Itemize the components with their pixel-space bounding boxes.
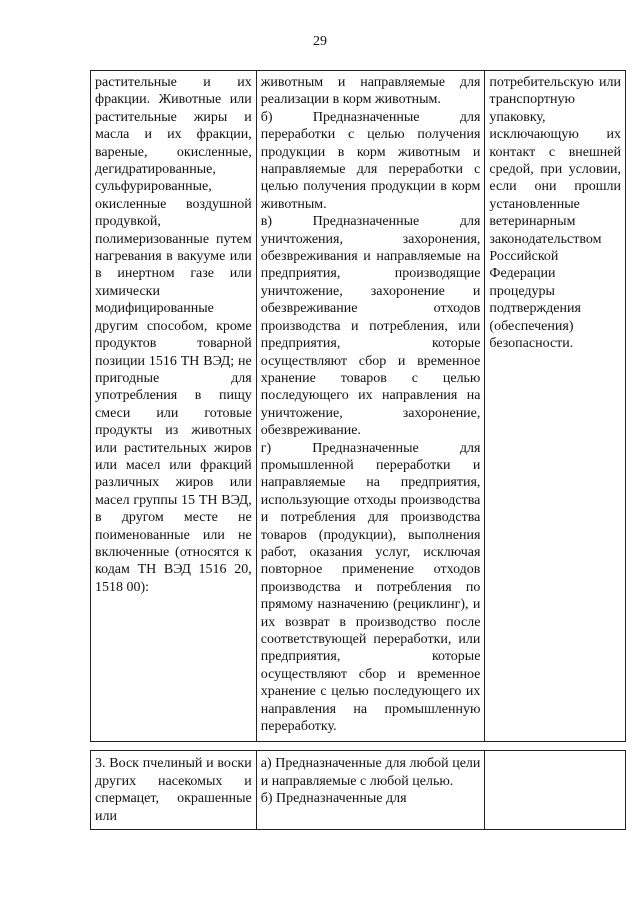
purpose-text-b: б) Предназначенные для [260, 791, 407, 807]
table-row [91, 71, 626, 742]
table-row [91, 751, 626, 830]
product-description-text: 3. Воск пчелиный и воски других насекомых и спермацет, окрашенные или [95, 756, 252, 824]
purpose-cell [256, 71, 485, 742]
purpose-text-b: б) Предназначенные для переработки с целью получения продукции в корм животным и направляемые для переработки с целью получения продукции в корм животным. [260, 109, 481, 212]
purpose-text-a: а) Предназначенные для любой цели и направляемые с любой целью. [260, 756, 481, 789]
table-gap-row [91, 742, 626, 751]
purpose-text-0: животным и направляемые для реализации в корм животным. [260, 75, 481, 108]
purpose-text-v: в) Предназначенные для уничтожения, захоронения, обезвреживания и направляемые на предприятия, производящие уничтожение, захоронение и обезвреживание отходов производства и потребления, или предприятия, которые осуществляют сбор и временное хранение товаров с целью последующего их направления на уничтожение, захоронение, обезвреживание. [260, 214, 481, 439]
product-description-text: растительные и их фракции. Животные или растительные жиры и масла и их фракции, вареные, окисленные, дегидратированные, сульфурированные, окисленные воздушной продувкой, полимеризованные путем нагревания в вакууме или в инертном газе или химически модифицированные другим способом, кроме продуктов товарной позиции 1516 ТН ВЭД; не пригодные для употребления в пищу смеси или готовые продукты из животных или растительных жиров или масел или фракций различных жиров или масел группы 15 ТН ВЭД, в другом месте не поименованные или не включенные (относятся к кодам ТН ВЭД 1516 20, 1518 00): [95, 75, 252, 595]
product-description-cell [91, 71, 257, 742]
conditions-text: потребительскую или транспортную упаковку, исключающую их контакт с внешней средой, при условии, если они прошли установленные ветеринарным законодательством Российской Федерации процедуры подтверждения (обеспечения) безопасности. [489, 75, 621, 352]
product-description-cell [91, 751, 257, 830]
purpose-text-g: г) Предназначенные для промышленной переработки и направляемые на предприятия, использующие отходы производства и потребления для производства товаров (продукции), выполнения работ, оказания услуг, исключая повторное применение отходов производства и потребления по прямому назначению (рециклинг), и их возврат в производство после соответствующей переработки, или предприятия, которые осуществляют сбор и временное хранение с целью последующего их направления на промышленную переработку. [260, 440, 481, 735]
page-number: 29 [313, 34, 327, 49]
conditions-cell [485, 71, 626, 742]
document-table [90, 70, 626, 830]
purpose-cell [256, 751, 485, 830]
conditions-cell [485, 751, 626, 830]
